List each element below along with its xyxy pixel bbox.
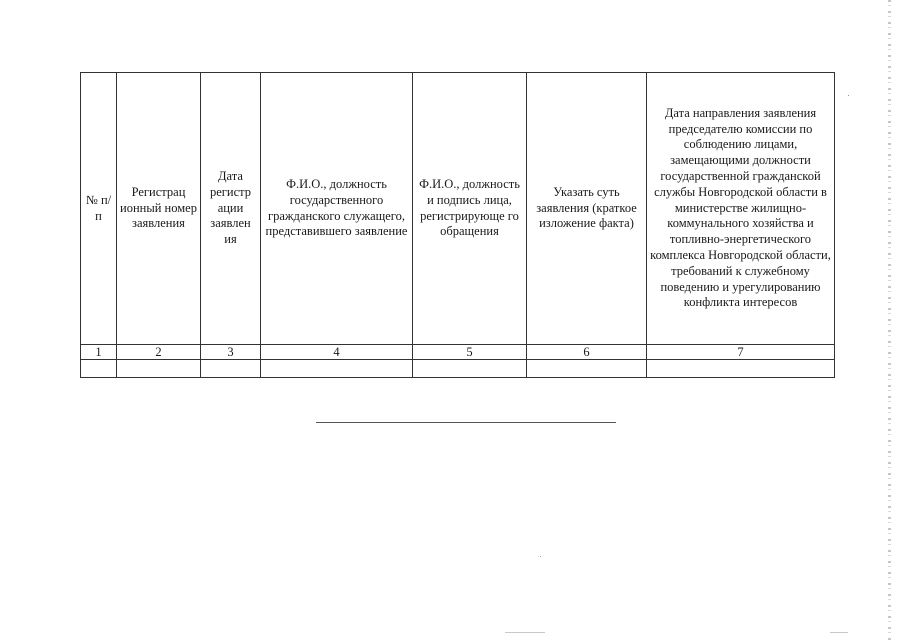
empty-cell <box>261 360 413 378</box>
empty-table-row <box>81 360 835 378</box>
empty-cell <box>413 360 527 378</box>
header-cell-registration-date <box>201 73 261 345</box>
header-text: Дата регистр ации заявлен ия <box>209 169 252 247</box>
header-text: Регистрац ионный номер заявления <box>120 184 197 231</box>
column-number-cell: 3 <box>201 345 261 360</box>
empty-cell <box>201 360 261 378</box>
header-cell-referral-date <box>647 73 835 345</box>
empty-cell <box>117 360 201 378</box>
register-table <box>80 72 835 378</box>
end-of-document-line <box>316 422 616 423</box>
header-cell-summary <box>527 73 647 345</box>
column-number-cell: 6 <box>527 345 647 360</box>
column-number-row <box>81 345 835 360</box>
column-number-cell: 5 <box>413 345 527 360</box>
empty-cell <box>81 360 117 378</box>
header-text: № п/п <box>85 192 112 223</box>
table-header-row <box>81 73 835 345</box>
header-cell-applicant <box>261 73 413 345</box>
header-cell-registration-number <box>117 73 201 345</box>
header-cell-registrar <box>413 73 527 345</box>
scan-edge-mark <box>888 0 891 640</box>
empty-cell <box>527 360 647 378</box>
header-text: Ф.И.О., должность государственного гражданского служащего, представившего заявление <box>265 176 408 239</box>
scan-speck <box>830 632 848 633</box>
scan-speck <box>505 632 545 633</box>
header-text: Ф.И.О., должность и подпись лица, регистрирующе го обращения <box>419 176 520 239</box>
scan-speck <box>540 556 541 557</box>
scan-speck <box>848 95 849 96</box>
empty-cell <box>647 360 835 378</box>
header-cell-number <box>81 73 117 345</box>
column-number-cell: 4 <box>261 345 413 360</box>
column-number-cell: 1 <box>81 345 117 360</box>
column-number-cell: 7 <box>647 345 835 360</box>
header-text: Указать суть заявления (краткое изложение факта) <box>536 184 637 231</box>
header-text: Дата направления заявления председателю комиссии по соблюдению лицами, замещающими должности государственной гражданской службы Новгородской области в министерстве жилищно-коммунального хозяйства и топливно-энергетического комплекса Новгородской области, требований к служебному поведению и урегулированию конфликта интересов <box>650 105 831 310</box>
column-number-cell: 2 <box>117 345 201 360</box>
